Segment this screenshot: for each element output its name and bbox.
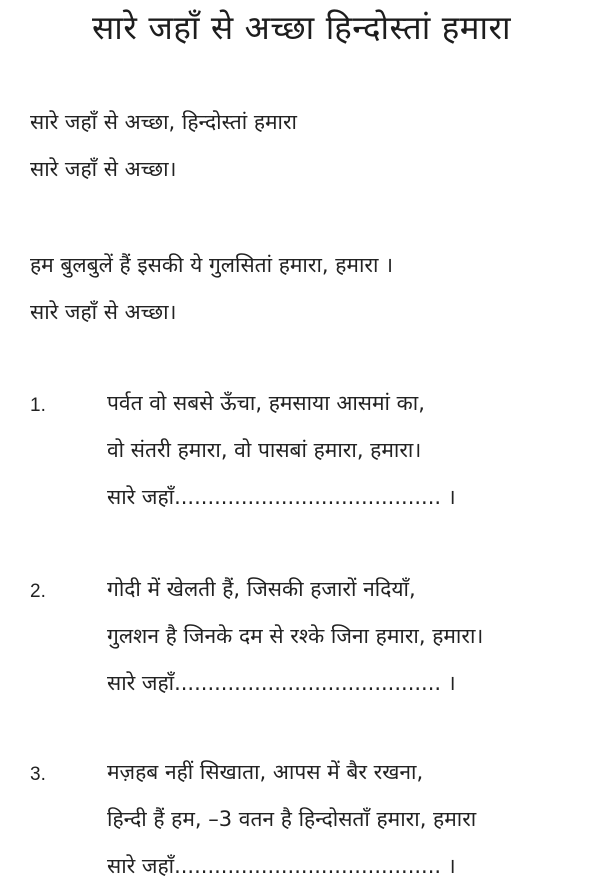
stanza-2-line-2: गुलशन है जिनके दम से रश्के जिना हमारा, हमारा। <box>107 624 484 648</box>
intro-line-1: सारे जहाँ से अच्छा, हिन्दोस्तां हमारा <box>30 110 297 134</box>
stanza-3-line-2: हिन्दी हैं हम, –3 वतन है हिन्दोसताँ हमारा, हमारा <box>107 807 477 831</box>
chorus-line-1: हम बुलबुलें हैं इसकी ये गुलसितां हमारा, हमारा । <box>30 253 394 277</box>
stanza-2-line-1: गोदी में खेलती हैं, जिसकी हजारों नदियाँ, <box>107 577 416 601</box>
stanza-3-refrain: सारे जहाँ........................................ । <box>107 854 456 878</box>
chorus-line-2: सारे जहाँ से अच्छा। <box>30 300 177 324</box>
stanza-3-line-1: मज़हब नहीं सिखाता, आपस में बैर रखना, <box>107 760 424 784</box>
stanza-1-line-2: वो संतरी हमारा, वो पासबां हमारा, हमारा। <box>107 438 422 462</box>
stanza-1-line-1: पर्वत वो सबसे ऊँचा, हमसाया आसमां का, <box>107 391 425 415</box>
stanza-number: 2. <box>30 581 46 602</box>
stanza-2-refrain: सारे जहाँ........................................ । <box>107 671 456 695</box>
stanza-1-refrain: सारे जहाँ........................................ । <box>107 485 456 509</box>
stanza-number: 3. <box>30 764 46 785</box>
stanza-number: 1. <box>30 395 46 416</box>
intro-line-2: सारे जहाँ से अच्छा। <box>30 157 177 181</box>
page-title: सारे जहाँ से अच्छा हिन्दोस्तां हमारा <box>92 8 512 47</box>
